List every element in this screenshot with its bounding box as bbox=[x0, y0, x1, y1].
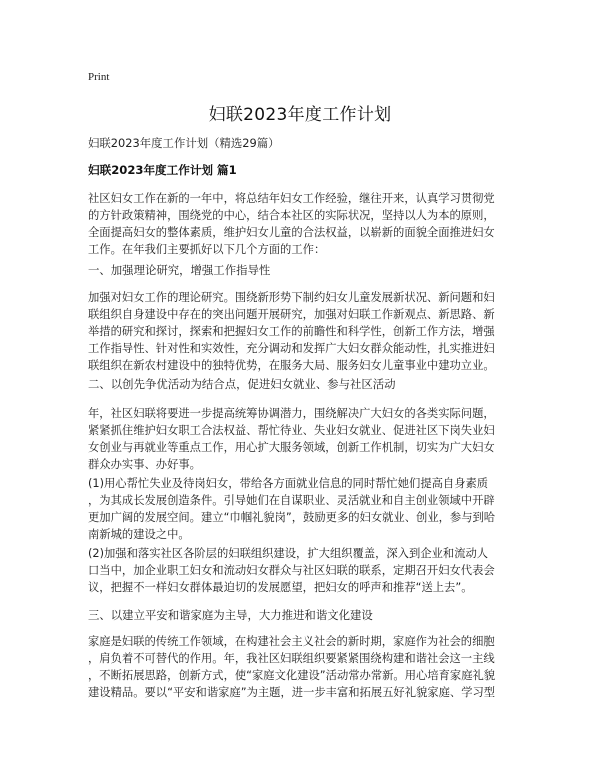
text-line: 举措的研究和探讨，探索和把握妇女工作的前瞻性和科学性，创新工作方法，增强 bbox=[88, 325, 495, 338]
text-line: 南新城的建设之中。 bbox=[88, 528, 190, 541]
paragraph-employment bbox=[88, 405, 520, 473]
paragraph-theory bbox=[88, 289, 520, 374]
text-line: 年，社区妇联将要进一步提高统筹协调潜力，围绕解决广大妇女的各类实际问题， bbox=[88, 407, 495, 420]
text-line: 联组织自身建设中存在的突出问题开展研究，加强对妇联工作新观点、新思路、新 bbox=[88, 308, 495, 321]
text-line: 的方针政策精神，围绕党的中心，结合本社区的实际状况，坚持以人为本的原则， bbox=[88, 209, 495, 222]
text-line: 女创业与再就业等重点工作，用心扩大服务领域，创新工作机制，切实为广大妇女 bbox=[88, 441, 495, 454]
text-line: 工作。在年我们主要抓好以下几个方面的工作： bbox=[88, 243, 326, 256]
section-heading: 妇联2023年度工作计划 篇1 bbox=[88, 163, 237, 177]
paragraph-intro bbox=[88, 190, 520, 258]
text-line: 家庭是妇联的传统工作领域，在构建社会主义社会的新时期，家庭作为社会的细胞 bbox=[88, 635, 495, 648]
text-line: ，肩负着不可替代的作用。年，我社区妇联组织要紧紧围绕构建和谐社会这一主线 bbox=[88, 652, 495, 665]
text-line: ，不断拓展思路，创新方式，使“家庭文化建设”活动常办常新。用心培育家庭礼貌 bbox=[88, 669, 496, 682]
text-line: (1)用心帮忙失业及待岗妇女，带给各方面就业信息的同时帮忙她们提高自身素质 bbox=[88, 477, 489, 490]
text-line: 议，把握不一样妇女群体最迫切的发展愿望，把妇女的呼声和推荐“送上去”。 bbox=[88, 581, 473, 594]
document-subtitle: 妇联2023年度工作计划（精选29篇） bbox=[88, 136, 280, 150]
paragraph-item-2 bbox=[88, 545, 520, 596]
text-line: 更加广阔的发展空间。建立“巾帼礼貌岗”，鼓励更多的妇女就业、创业，参与到哈 bbox=[88, 511, 496, 524]
print-label: Print bbox=[88, 71, 110, 83]
text-line: 加强对妇女工作的理论研究。围绕新形势下制约妇女儿童发展新状况、新问题和妇 bbox=[88, 291, 495, 304]
heading-one: 一、加强理论研究，增强工作指导性 bbox=[88, 263, 271, 277]
text-line: 建设精品。要以“平安和谐家庭”为主题，进一步丰富和拓展五好礼貌家庭、学习型 bbox=[88, 686, 496, 699]
text-line: 社区妇女工作在新的一年中，将总结年妇女工作经验，继往开来，认真学习贯彻党 bbox=[88, 192, 495, 205]
paragraph-family bbox=[88, 633, 520, 701]
text-line: ，为其成长发展创造条件。引导她们在自谋职业、灵活就业和自主创业领域中开辟 bbox=[88, 494, 495, 507]
text-line: 联组织在新农村建设中的独特优势，在服务大局、服务妇女儿童事业中建功立业。 bbox=[88, 359, 495, 372]
text-line: 工作指导性、针对性和实效性，充分调动和发挥广大妇女群众能动性，扎实推进妇 bbox=[88, 342, 495, 355]
paragraph-item-1 bbox=[88, 475, 520, 543]
text-line: (2)加强和落实社区各阶层的妇联组织建设，扩大组织覆盖，深入到企业和流动人 bbox=[88, 547, 489, 560]
heading-three: 三、以建立平安和谐家庭为主导，大力推进和谐文化建设 bbox=[88, 608, 373, 622]
text-line: 群众办实事、办好事。 bbox=[88, 458, 201, 471]
text-line: 紧紧抓住维护妇女职工合法权益、帮忙待业、失业妇女就业、促进社区下岗失业妇 bbox=[88, 424, 495, 437]
text-line: 口当中，加企业职工妇女和流动妇女群众与社区妇联的联系，定期召开妇女代表会 bbox=[88, 564, 495, 577]
heading-two: 二、以创先争优活动为结合点，促进妇女就业、参与社区活动 bbox=[88, 377, 396, 391]
page-title: 妇联2023年度工作计划 bbox=[208, 105, 392, 125]
text-line: 全面提高妇女的整体素质，维护妇女儿童的合法权益，以崭新的面貌全面推进妇女 bbox=[88, 226, 495, 239]
